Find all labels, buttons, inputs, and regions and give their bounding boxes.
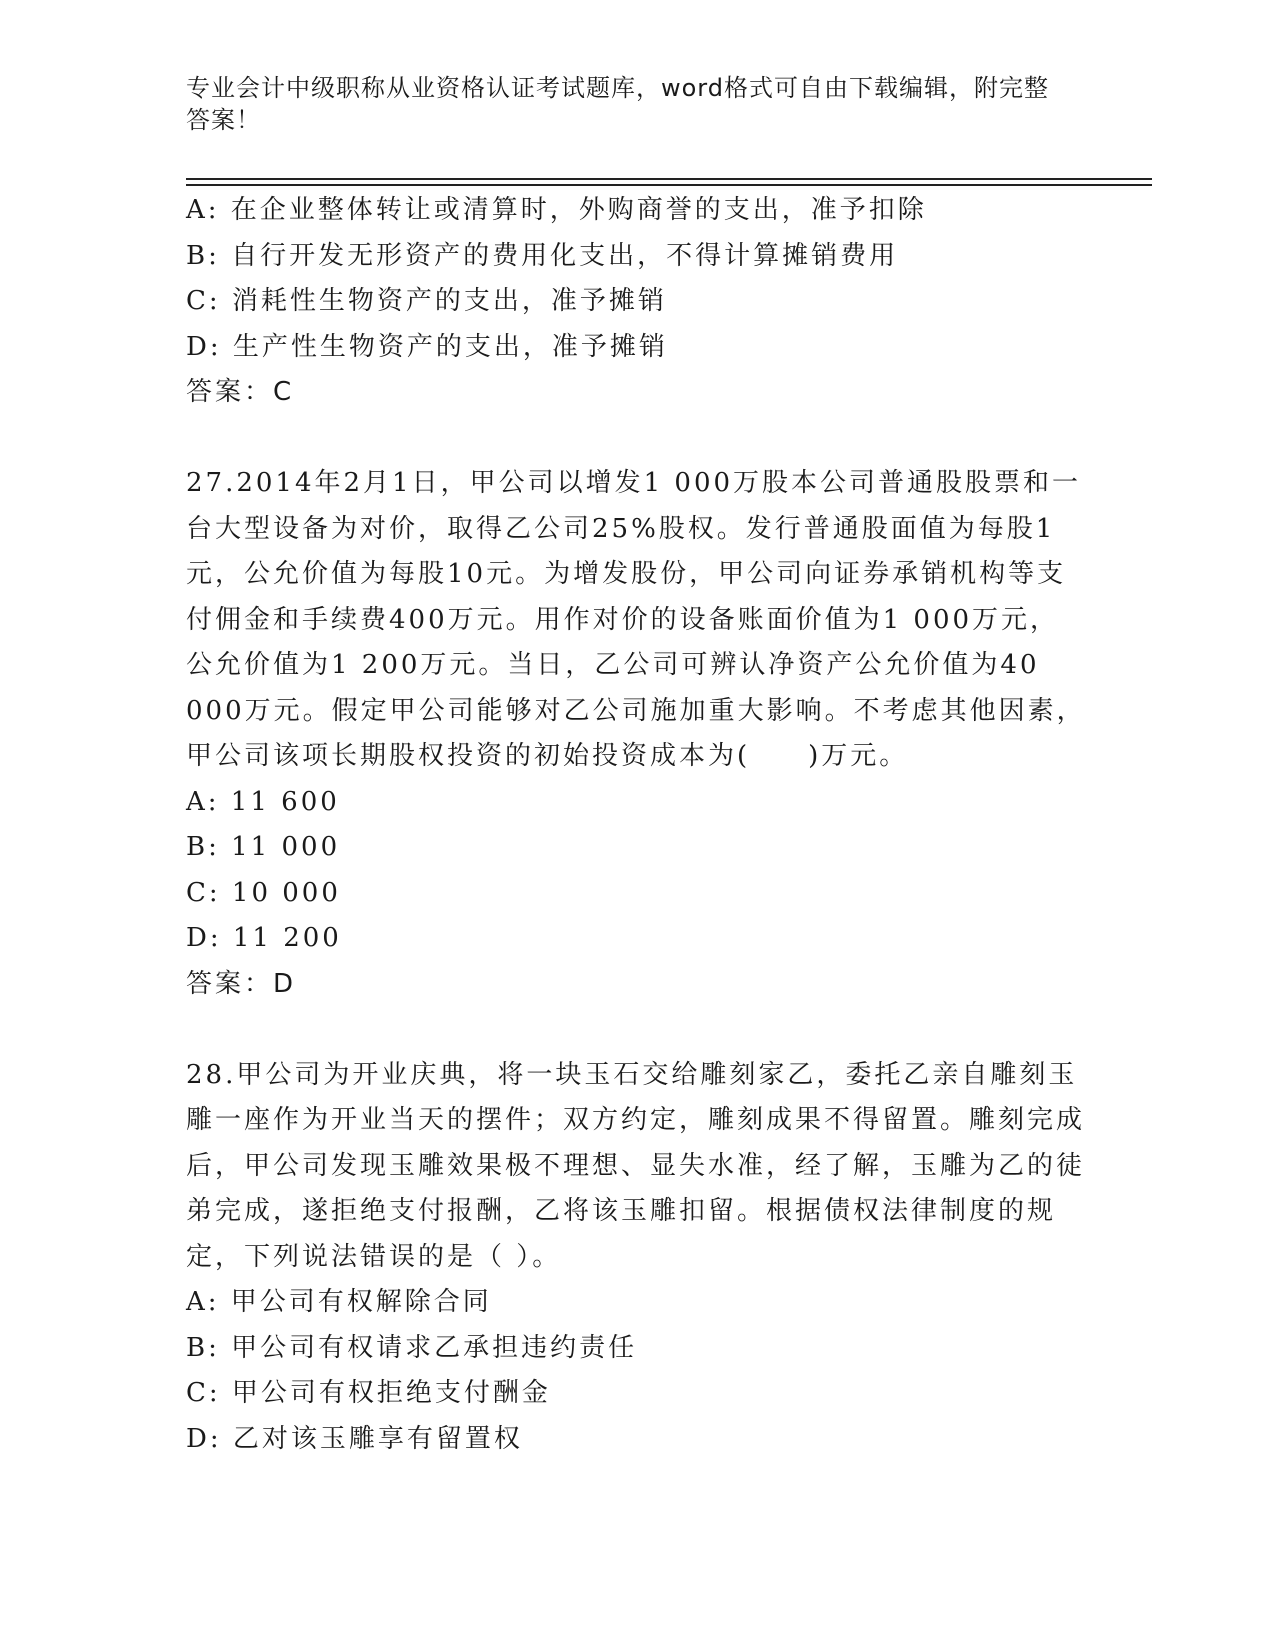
q27-option-c: C: 10 000 [186, 877, 341, 908]
spacer [186, 416, 1086, 462]
q27-answer: 答案：D [186, 968, 297, 999]
q28-option-d: D: 乙对该玉雕享有留置权 [186, 1423, 523, 1454]
header-rule-bottom [186, 184, 1152, 186]
q26-answer: 答案：C [186, 377, 295, 407]
q27-option-a: A: 11 600 [186, 786, 340, 817]
q28-option-a: A: 甲公司有权解除合同 [186, 1287, 492, 1317]
question-26 [186, 188, 1086, 416]
q26-option-a: A: 在企业整体转让或清算时，外购商誉的支出，准予扣除 [186, 195, 927, 225]
q28-option-c: C: 甲公司有权拒绝支付酬金 [186, 1378, 551, 1408]
q26-option-b: B: 自行开发无形资产的费用化支出，不得计算摊销费用 [186, 240, 899, 271]
header-rule-top [186, 178, 1152, 180]
question-28 [186, 1053, 1086, 1463]
question-content [186, 188, 1086, 1462]
header-note: 专业会计中级职称从业资格认证考试题库，word格式可自由下载编辑，附完整答案！ [186, 74, 1049, 134]
q27-stem: 27.2014年2月1日，甲公司以增发1 000万股本公司普通股股票和一台大型设备为对价，取得乙公司25%股权。发行普通股面值为每股1元，公允价值为每股10元。为增发股份，甲公司向证券承销机构等支付佣金和手续费400万元。用作对价的设备账面价值为1 000万元，公允价值为1 200万元。当日，乙公司可辨认净资产公允价值为40 000万元。假定甲公司能够对乙公司施加重大影响。不考虑其他因素，甲公司该项长期股权投资的初始投资成本为( )万元。 [186, 468, 1086, 771]
q28-option-b: B: 甲公司有权请求乙承担违约责任 [186, 1332, 638, 1363]
q27-option-d: D: 11 200 [186, 923, 342, 953]
q26-option-c: C: 消耗性生物资产的支出，准予摊销 [186, 286, 667, 316]
question-27 [186, 461, 1086, 1007]
spacer [186, 1007, 1086, 1053]
q28-stem: 28.甲公司为开业庆典，将一块玉石交给雕刻家乙，委托乙亲自雕刻玉雕一座作为开业当天的摆件；双方约定，雕刻成果不得留置。雕刻完成后，甲公司发现玉雕效果极不理想、显失水准，经了解，玉雕为乙的徒弟完成，遂拒绝支付报酬，乙将该玉雕扣留。根据债权法律制度的规定，下列说法错误的是（ ）。 [186, 1059, 1086, 1272]
q27-option-b: B: 11 000 [186, 832, 341, 862]
q26-option-d: D: 生产性生物资产的支出，准予摊销 [186, 331, 668, 362]
